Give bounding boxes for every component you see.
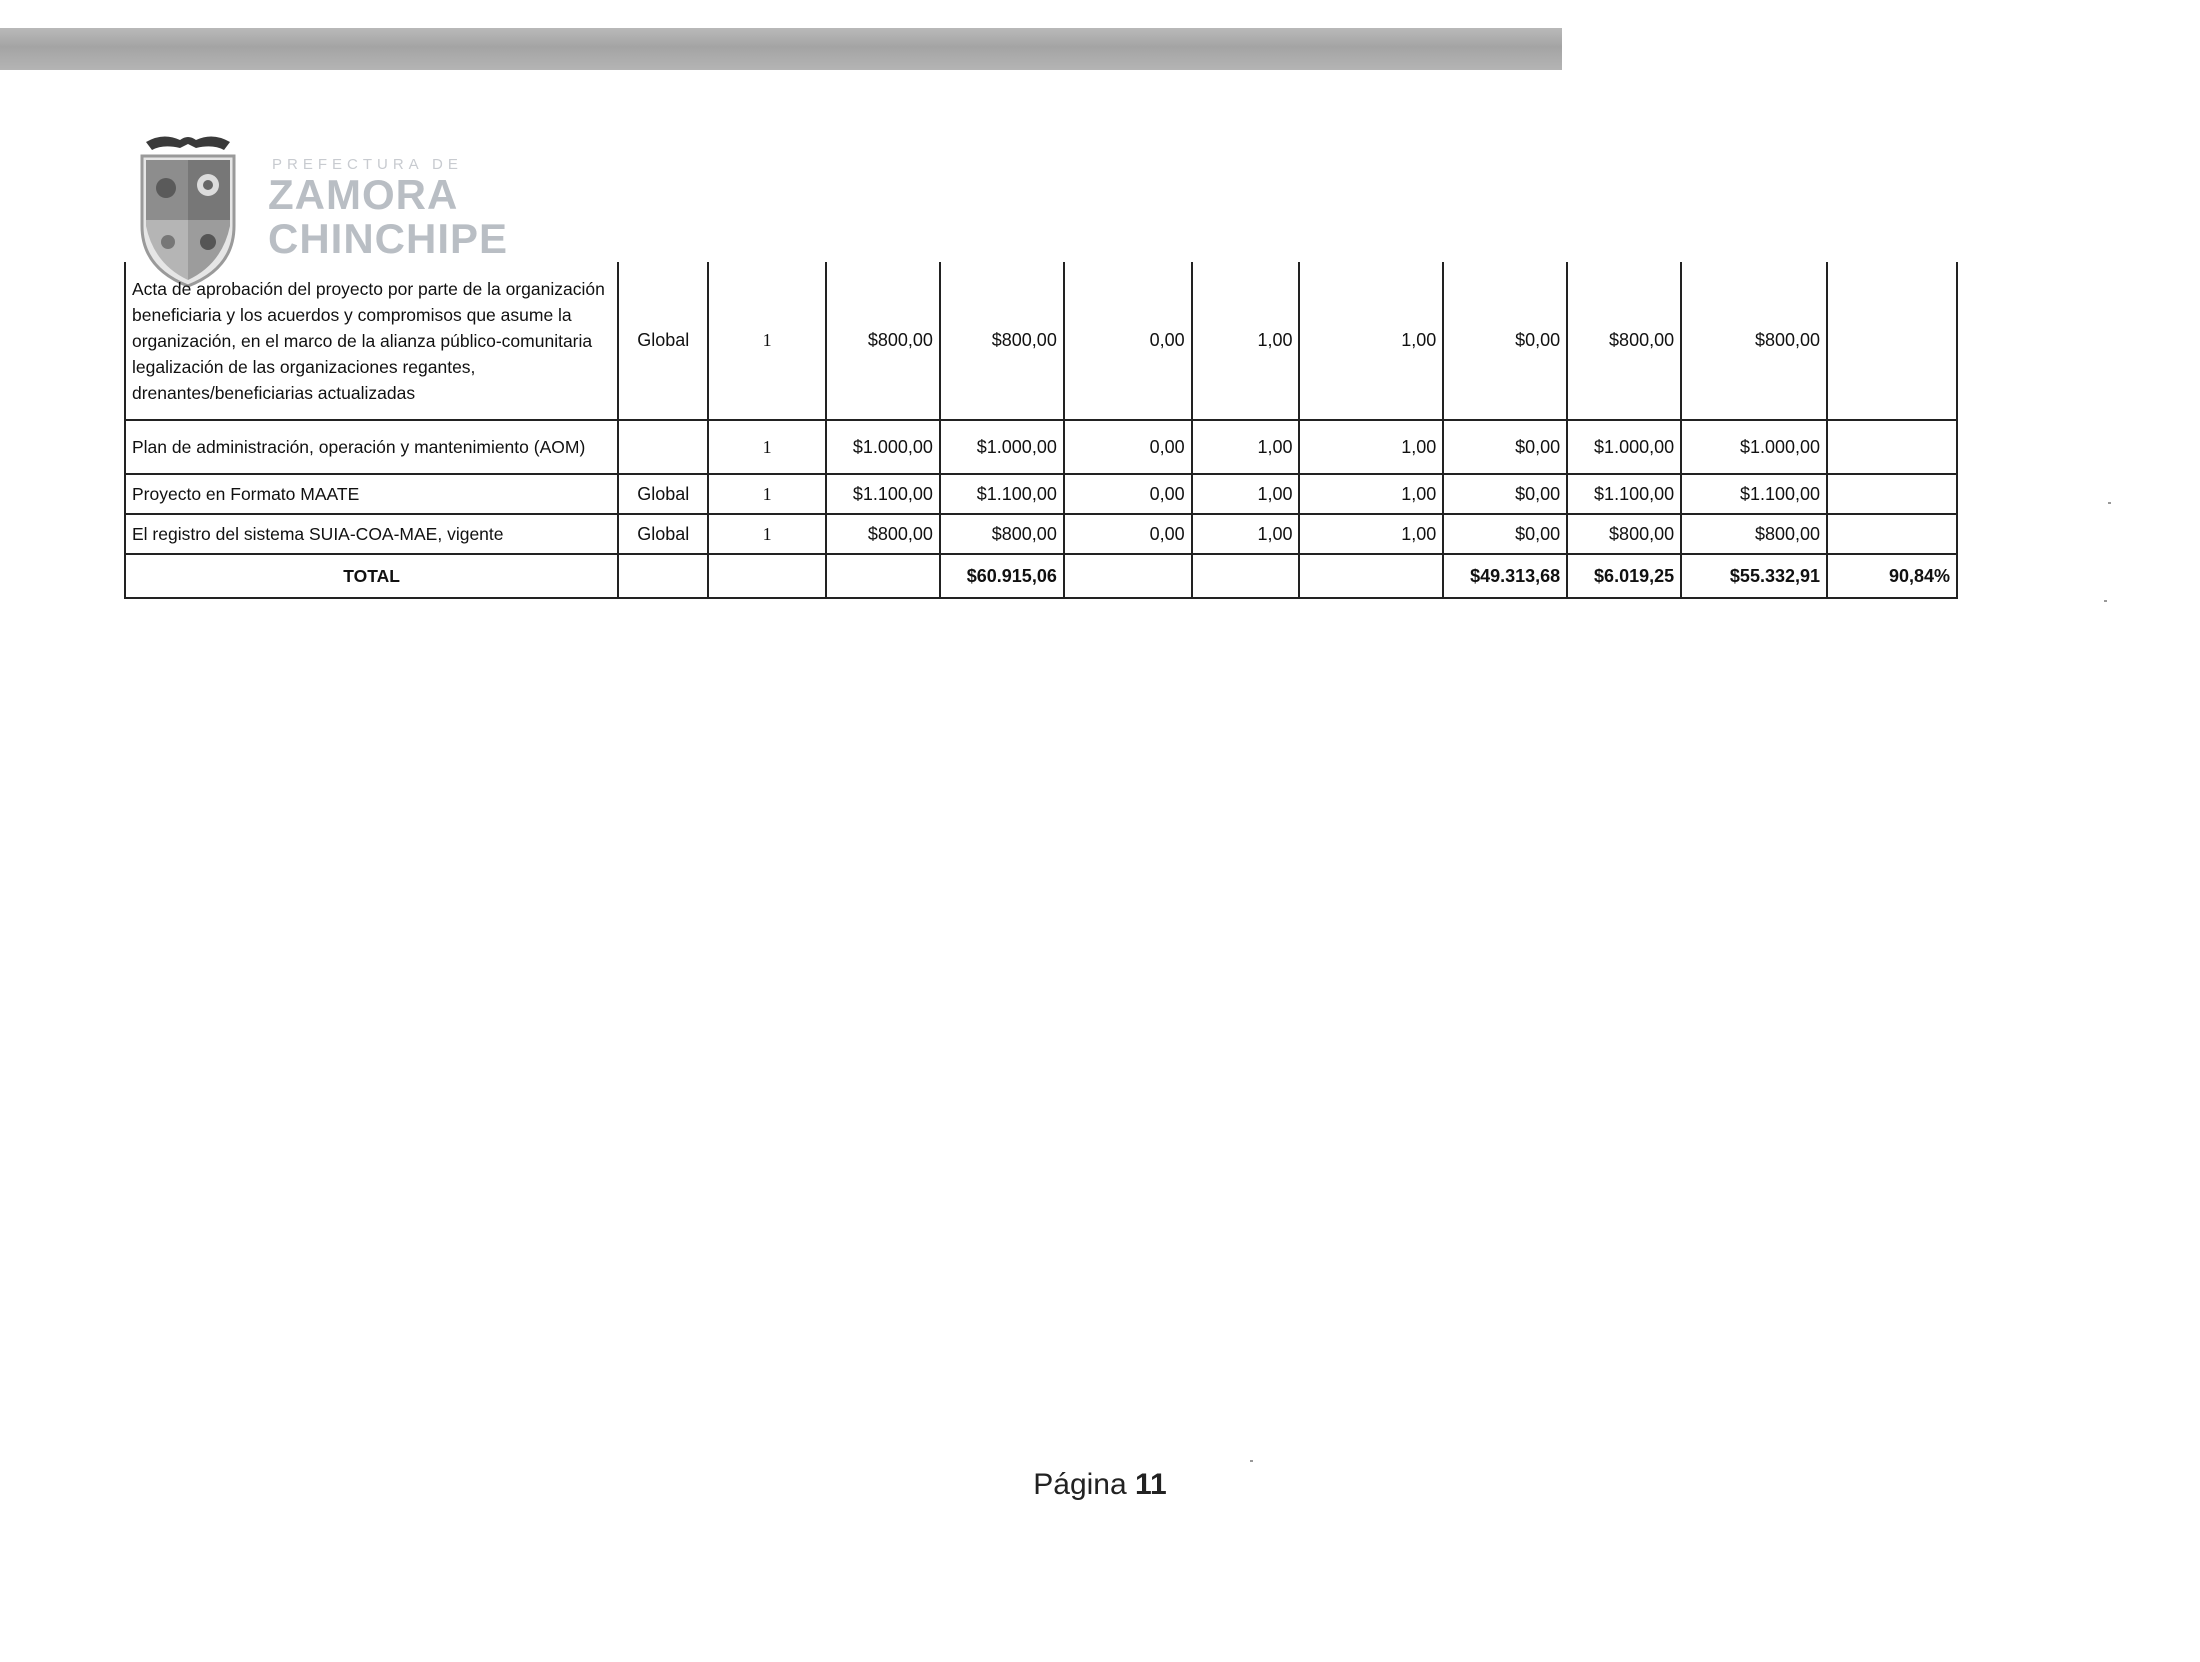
row-col3: 1,00 xyxy=(1299,262,1443,420)
row-total: $800,00 xyxy=(940,514,1064,554)
scan-top-band xyxy=(0,28,1562,70)
logo-small-text: PREFECTURA DE xyxy=(272,156,463,173)
scan-speck xyxy=(2108,502,2111,504)
total-percent: 90,84% xyxy=(1827,554,1957,598)
total-empty xyxy=(1299,554,1443,598)
row-col3: 1,00 xyxy=(1299,420,1443,474)
total-empty xyxy=(826,554,940,598)
page-label: Página xyxy=(1033,1468,1136,1501)
row-col7 xyxy=(1827,262,1957,420)
row-quantity: 1 xyxy=(708,474,826,514)
row-unit: Global xyxy=(618,474,708,514)
row-description: Plan de administración, operación y mantenimiento (AOM) xyxy=(125,420,618,474)
row-quantity: 1 xyxy=(708,420,826,474)
row-unit: Global xyxy=(618,262,708,420)
table-row xyxy=(125,262,1957,420)
logo-wordmark xyxy=(268,156,508,261)
row-col7 xyxy=(1827,420,1957,474)
row-col2: 1,00 xyxy=(1192,474,1300,514)
row-col4: $0,00 xyxy=(1443,474,1567,514)
row-col4: $0,00 xyxy=(1443,420,1567,474)
row-col4: $0,00 xyxy=(1443,262,1567,420)
total-empty xyxy=(618,554,708,598)
scan-speck xyxy=(1250,1460,1253,1462)
row-col5: $1.000,00 xyxy=(1567,420,1681,474)
row-col5: $800,00 xyxy=(1567,514,1681,554)
page-footer xyxy=(0,1468,2200,1502)
total-col5: $6.019,25 xyxy=(1567,554,1681,598)
total-empty xyxy=(1192,554,1300,598)
total-empty xyxy=(1064,554,1192,598)
row-col2: 1,00 xyxy=(1192,514,1300,554)
row-col1: 0,00 xyxy=(1064,514,1192,554)
row-col1: 0,00 xyxy=(1064,474,1192,514)
row-description: El registro del sistema SUIA-COA-MAE, vigente xyxy=(125,514,618,554)
scan-speck xyxy=(2104,600,2107,602)
row-unit-price: $1.000,00 xyxy=(826,420,940,474)
table-row xyxy=(125,474,1957,514)
logo-line-zamora: ZAMORA xyxy=(268,171,459,218)
row-col6: $1.000,00 xyxy=(1681,420,1827,474)
row-col6: $800,00 xyxy=(1681,514,1827,554)
total-label: TOTAL xyxy=(125,554,618,598)
row-col7 xyxy=(1827,474,1957,514)
row-col4: $0,00 xyxy=(1443,514,1567,554)
logo-line-chinchipe: CHINCHIPE xyxy=(268,215,509,262)
row-total: $800,00 xyxy=(940,262,1064,420)
row-col2: 1,00 xyxy=(1192,262,1300,420)
budget-table xyxy=(124,262,1958,599)
row-quantity: 1 xyxy=(708,262,826,420)
row-total: $1.000,00 xyxy=(940,420,1064,474)
total-empty xyxy=(708,554,826,598)
row-description: Proyecto en Formato MAATE xyxy=(125,474,618,514)
row-col7 xyxy=(1827,514,1957,554)
row-unit-price: $1.100,00 xyxy=(826,474,940,514)
row-unit-price: $800,00 xyxy=(826,514,940,554)
row-col6: $1.100,00 xyxy=(1681,474,1827,514)
row-unit-price: $800,00 xyxy=(826,262,940,420)
row-col1: 0,00 xyxy=(1064,420,1192,474)
total-row xyxy=(125,554,1957,598)
total-col6: $55.332,91 xyxy=(1681,554,1827,598)
row-col6: $800,00 xyxy=(1681,262,1827,420)
row-total: $1.100,00 xyxy=(940,474,1064,514)
row-col3: 1,00 xyxy=(1299,474,1443,514)
row-unit: Global xyxy=(618,514,708,554)
total-col4: $49.313,68 xyxy=(1443,554,1567,598)
table-row xyxy=(125,514,1957,554)
row-description: Acta de aprobación del proyecto por parte de la organización beneficiaria y los acuerdos y compromisos que asume la organización, en el marco de la alianza público-comunitaria legalización de las organizaciones regantes, drenantes/beneficiarias actualizadas xyxy=(125,262,618,420)
row-col5: $1.100,00 xyxy=(1567,474,1681,514)
total-amount: $60.915,06 xyxy=(940,554,1064,598)
table-row xyxy=(125,420,1957,474)
row-col5: $800,00 xyxy=(1567,262,1681,420)
row-col2: 1,00 xyxy=(1192,420,1300,474)
row-col1: 0,00 xyxy=(1064,262,1192,420)
row-quantity: 1 xyxy=(708,514,826,554)
row-col3: 1,00 xyxy=(1299,514,1443,554)
row-unit xyxy=(618,420,708,474)
page-number: 11 xyxy=(1135,1468,1167,1501)
